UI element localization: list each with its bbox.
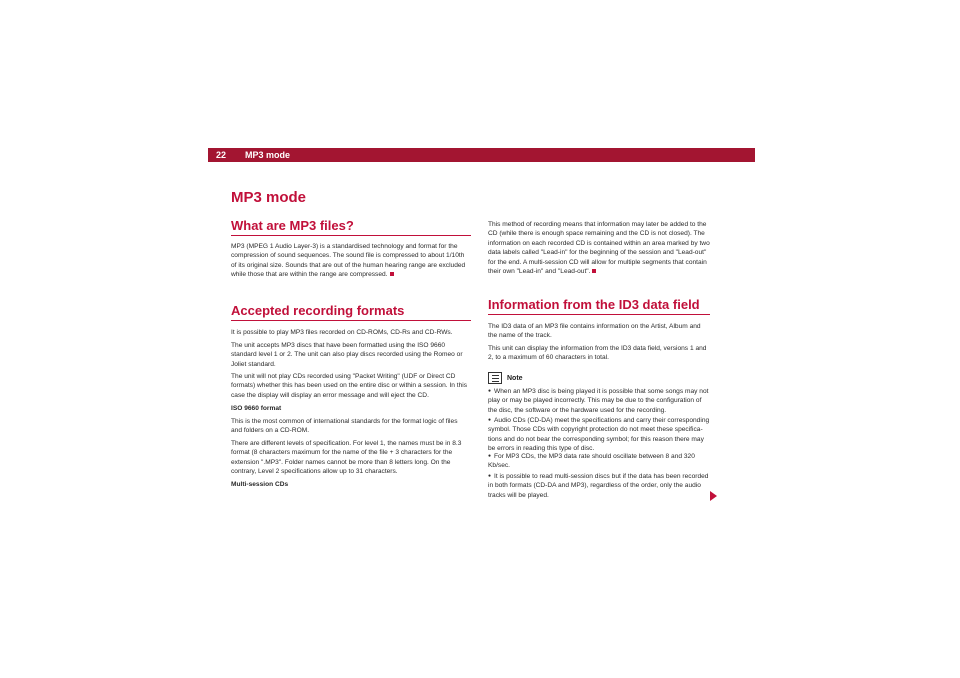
paragraph-text: This method of recording means that information may later be added to the CD (while there is enough space remaining and the CD is not closed). The information on each recorded CD is contained within an area marked by two data labels called "Lead-in" for the beginning of the session and "Lead-out" for the end. A multi-session CD will allow for multiple segments that contain their own "Lead-in" and "Lead-out". (488, 221, 710, 276)
end-mark-icon (592, 269, 596, 273)
subheading-iso: ISO 9660 format (231, 405, 282, 412)
paragraph: It is possible to play MP3 files recorded on CD-ROMs, CD-Rs and CD-RWs. (231, 329, 453, 336)
header-bar (208, 148, 755, 162)
paragraph: This unit can display the information from the ID3 data field, versions 1 and 2, to a maximum of 60 characters in total. (488, 345, 707, 362)
section-heading-mp3-files: What are MP3 files? (231, 218, 471, 236)
note-icon (488, 372, 502, 384)
list-item: ● Audio CDs (CD-DA) meet the specifications and carry their corresponding symbol. Those CDs with copyright protection do not meet these specifica-tions and do not bear the corresponding symbol; for this reason there may be errors in reading this type of disc. (488, 416, 710, 454)
subheading-multi-session: Multi-session CDs (231, 481, 289, 488)
list-item: ● For MP3 CDs, the MP3 data rate should oscillate between 8 and 320 Kb/sec. (488, 452, 710, 471)
section-heading-id3: Information from the ID3 data field (488, 297, 710, 315)
section-heading-recording-formats: Accepted recording formats (231, 303, 471, 321)
next-page-arrow-icon (710, 491, 717, 501)
page-number: 22 (216, 150, 227, 160)
paragraph: The unit will not play CDs recorded using "Packet Writing" (UDF or Direct CD formats) whether this has been used on the entire disc or within a session. In this case the display will display an error message and will eject the CD. (231, 373, 468, 399)
paragraph: There are different levels of specification. For level 1, the names must be in 8.3 format (8 characters maximum for the name of the file + 3 characters for the extension ".MP3". Folder names cannot be more than 8 letters long. On the contrary, Level 2 specifications allow up to 31 characters. (231, 440, 462, 476)
paragraph: The ID3 data of an MP3 file contains information on the Artist, Album and the name of the track. (488, 323, 701, 340)
list-item: ● When an MP3 disc is being played it is possible that some songs may not play or may be played incorrectly. This may be due to the configuration of the disc, the software or the hardware used for the recording. (488, 387, 710, 415)
page-title: MP3 mode (231, 189, 307, 206)
paragraph (488, 220, 710, 276)
paragraph (231, 242, 469, 280)
list-item: ● It is possible to read multi-session discs but if the data has been recorded in both formats (CD-DA and MP3), regardless of the order, only the audio tracks will be played. (488, 472, 710, 500)
paragraph-text: MP3 (MPEG 1 Audio Layer-3) is a standardised technology and format for the compression of sound sequences. The sound file is compressed to about 1/10th of its original size. Sounds that are out of the human hearing range are excluded while those that are within the range are compressed. (231, 243, 466, 279)
running-title: MP3 mode (245, 150, 291, 160)
paragraph: The unit accepts MP3 discs that have been formatted using the ISO 9660 standard level 1 or 2. The unit can also play discs recorded using the Romeo or Joliet standard. (231, 342, 463, 368)
end-mark-icon (390, 272, 394, 276)
note-label: Note (507, 375, 523, 382)
paragraph: This is the most common of international standards for the format logic of files and folders on a CD-ROM. (231, 418, 458, 435)
